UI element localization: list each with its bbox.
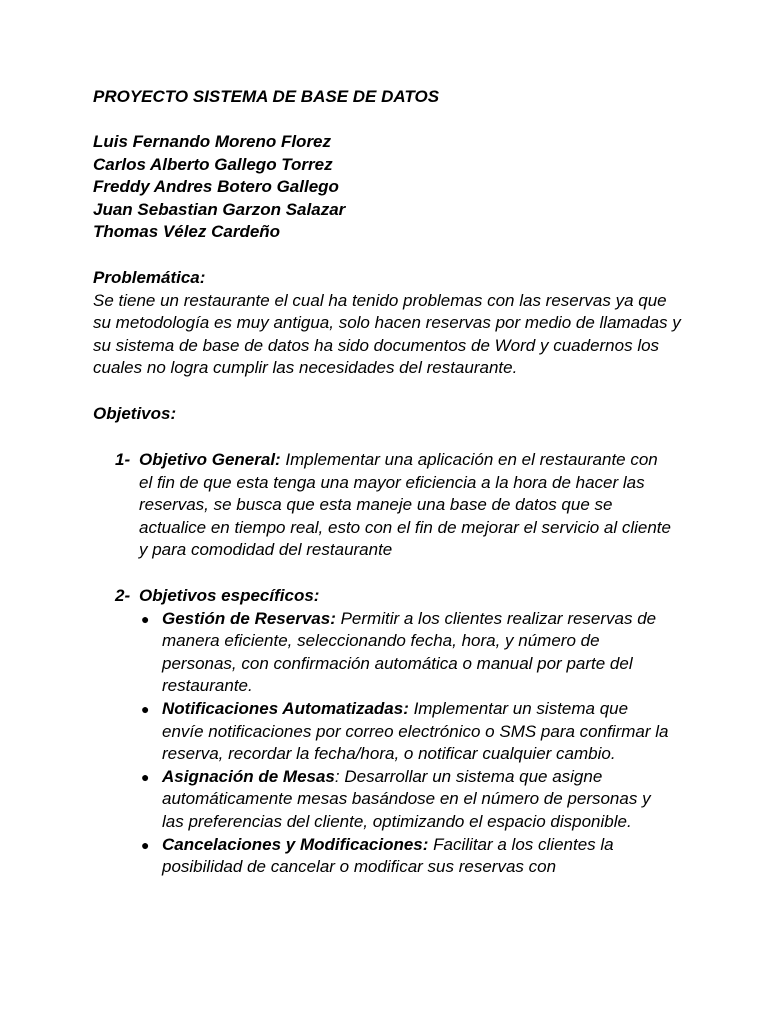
- list-number: 2-: [115, 586, 131, 605]
- objectives-heading: Objetivos:: [93, 404, 177, 423]
- author-name: Carlos Alberto Gallego Torrez: [93, 154, 333, 174]
- item-label: Asignación de Mesas: [162, 766, 335, 786]
- list-item: [139, 608, 672, 698]
- problem-section: [93, 267, 683, 380]
- specific-objectives-list: [139, 608, 674, 879]
- item-text: Permitir a los clientes realizar reservas de manera eficiente, seleccionando fecha, hora, y número de personas, con confirmación automática o manual por parte del restaurante.: [162, 608, 657, 696]
- author-name: Luis Fernando Moreno Florez: [93, 132, 332, 151]
- bullet-icon: ●: [141, 610, 150, 627]
- problem-text: Se tiene un restaurante el cual ha tenido problemas con las reservas ya que su metodología es muy antigua, solo hacen reservas por medio de llamadas y su sistema de base de datos ha sido documentos de Word y cuadernos los cuales no logra cumplir las necesidades del restaurante.: [93, 290, 681, 378]
- author-list: [93, 131, 683, 244]
- general-objective-label: Objetivo General:: [139, 450, 281, 469]
- item-text: : Desarrollar un sistema que asigne automáticamente mesas basándose en el número de personas y las preferencias del cliente, optimizando el espacio disponible.: [162, 766, 651, 831]
- specific-objectives-label: Objetivos específicos:: [139, 586, 320, 605]
- bullet-icon: ●: [141, 768, 150, 785]
- item-label: Notificaciones Automatizadas:: [162, 698, 409, 718]
- list-item: [139, 834, 672, 879]
- item-label: Gestión de Reservas:: [162, 608, 336, 628]
- specific-objectives-content: [139, 585, 674, 879]
- item-text: Facilitar a los clientes la posibilidad de cancelar o modificar sus reservas con: [162, 834, 614, 877]
- general-objective-content: [139, 449, 674, 562]
- list-item: [139, 698, 672, 766]
- problem-heading: Problemática:: [93, 268, 206, 287]
- item-label: Cancelaciones y Modificaciones:: [162, 834, 429, 854]
- list-number: 1-: [115, 450, 131, 469]
- bullet-icon: ●: [141, 836, 150, 853]
- item-text: Implementar un sistema que envíe notificaciones por correo electrónico o SMS para confirmar la reserva, recordar la fecha/hora, o notificar cualquier cambio.: [162, 698, 669, 764]
- list-item: [139, 766, 672, 834]
- author-name: Thomas Vélez Cardeño: [93, 222, 281, 242]
- document-title: PROYECTO SISTEMA DE BASE DE DATOS: [93, 87, 440, 106]
- author-name: Freddy Andres Botero Gallego: [93, 177, 339, 197]
- general-objective-text: Implementar una aplicación en el restaurante con el fin de que esta tenga una mayor eficiencia a la hora de hacer las reservas, se busca que esta maneje una base de datos que se actualice en tiempo real, esto con el fin de mejorar el servicio al cliente y para comodidad del restaurante: [139, 450, 671, 560]
- bullet-icon: ●: [141, 700, 150, 717]
- author-name: Juan Sebastian Garzon Salazar: [93, 199, 346, 219]
